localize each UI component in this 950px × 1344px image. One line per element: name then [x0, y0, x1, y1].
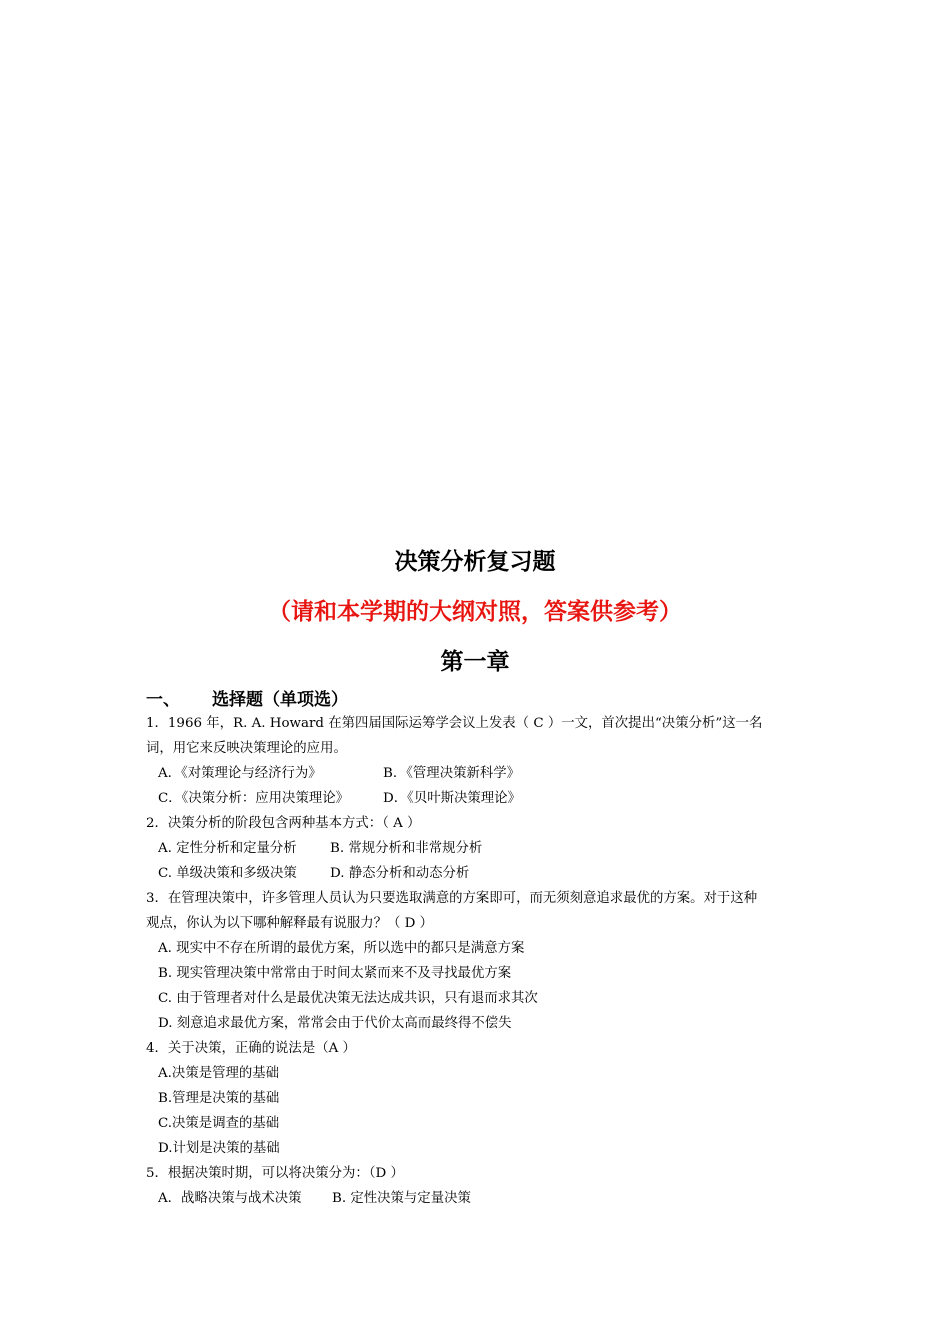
section-title: 选择题（单项选） — [212, 690, 348, 710]
question-list — [146, 711, 810, 1211]
question-2-option-a: A. 定性分析和定量分析 — [158, 841, 297, 856]
question-2-options-row-2 — [146, 861, 810, 886]
question-2-option-b: B. 常规分析和非常规分析 — [330, 841, 483, 856]
question-3-option-d: D. 刻意追求最优方案，常常会由于代价太高而最终得不偿失 — [158, 1016, 512, 1031]
question-3-option-c: C. 由于管理者对什么是最优决策无法达成共识，只有退而求其次 — [158, 991, 538, 1006]
question-4-option-c: C.决策是调查的基础 — [158, 1116, 280, 1131]
document-title: 决策分析复习题 — [394, 549, 556, 575]
question-4-option-d: D.计划是决策的基础 — [158, 1141, 280, 1156]
question-5-stem: 5．根据决策时期，可以将决策分为：（D ） — [146, 1166, 404, 1181]
question-5-options-row-1 — [146, 1186, 810, 1211]
chapter-heading: 第一章 — [440, 649, 510, 675]
question-1-stem-line-1: 1．1966 年，R. A. Howard 在第四届国际运筹学会议上发表（ C ）一文，首次提出“决策分析”这一名 — [146, 716, 763, 731]
question-2-stem: 2．决策分析的阶段包含两种基本方式：（ A ） — [146, 816, 421, 831]
question-1-option-a: A．《对策理论与经济行为》 — [158, 766, 322, 781]
question-1-stem-line-2: 词，用它来反映决策理论的应用。 — [146, 741, 347, 756]
question-2-option-c: C. 单级决策和多级决策 — [158, 866, 297, 881]
question-5-option-b: B. 定性决策与定量决策 — [332, 1191, 471, 1206]
section-number: 一、 — [146, 690, 180, 710]
section-heading — [146, 688, 348, 712]
question-1-option-c: C．《决策分析：应用决策理论》 — [158, 791, 350, 806]
question-4-option-b: B.管理是决策的基础 — [158, 1091, 280, 1106]
question-1-options-row-1 — [146, 761, 810, 786]
question-1-options-row-2 — [146, 786, 810, 811]
question-2-options-row-1 — [146, 836, 810, 861]
question-3-option-a: A. 现实中不存在所谓的最优方案，所以选中的都只是满意方案 — [158, 941, 525, 956]
question-2-option-d: D. 静态分析和动态分析 — [330, 866, 470, 881]
document-subtitle: （请和本学期的大纲对照，答案供参考） — [268, 599, 682, 625]
question-5-option-a: A．战略决策与战术决策 — [158, 1191, 302, 1206]
question-1-option-d: D．《贝叶斯决策理论》 — [383, 791, 521, 806]
question-3-stem-line-1: 3．在管理决策中，许多管理人员认为只要选取满意的方案即可，而无须刻意追求最优的方案。对于这种 — [146, 891, 758, 906]
question-3-stem-line-2: 观点，你认为以下哪种解释最有说服力？（ D ） — [146, 916, 434, 931]
question-1-option-b: B．《管理决策新科学》 — [383, 766, 521, 781]
question-3-option-b: B. 现实管理决策中常常由于时间太紧而来不及寻找最优方案 — [158, 966, 512, 981]
question-4-option-a: A.决策是管理的基础 — [158, 1066, 280, 1081]
question-4-stem: 4．关于决策，正确的说法是（A ） — [146, 1041, 356, 1056]
